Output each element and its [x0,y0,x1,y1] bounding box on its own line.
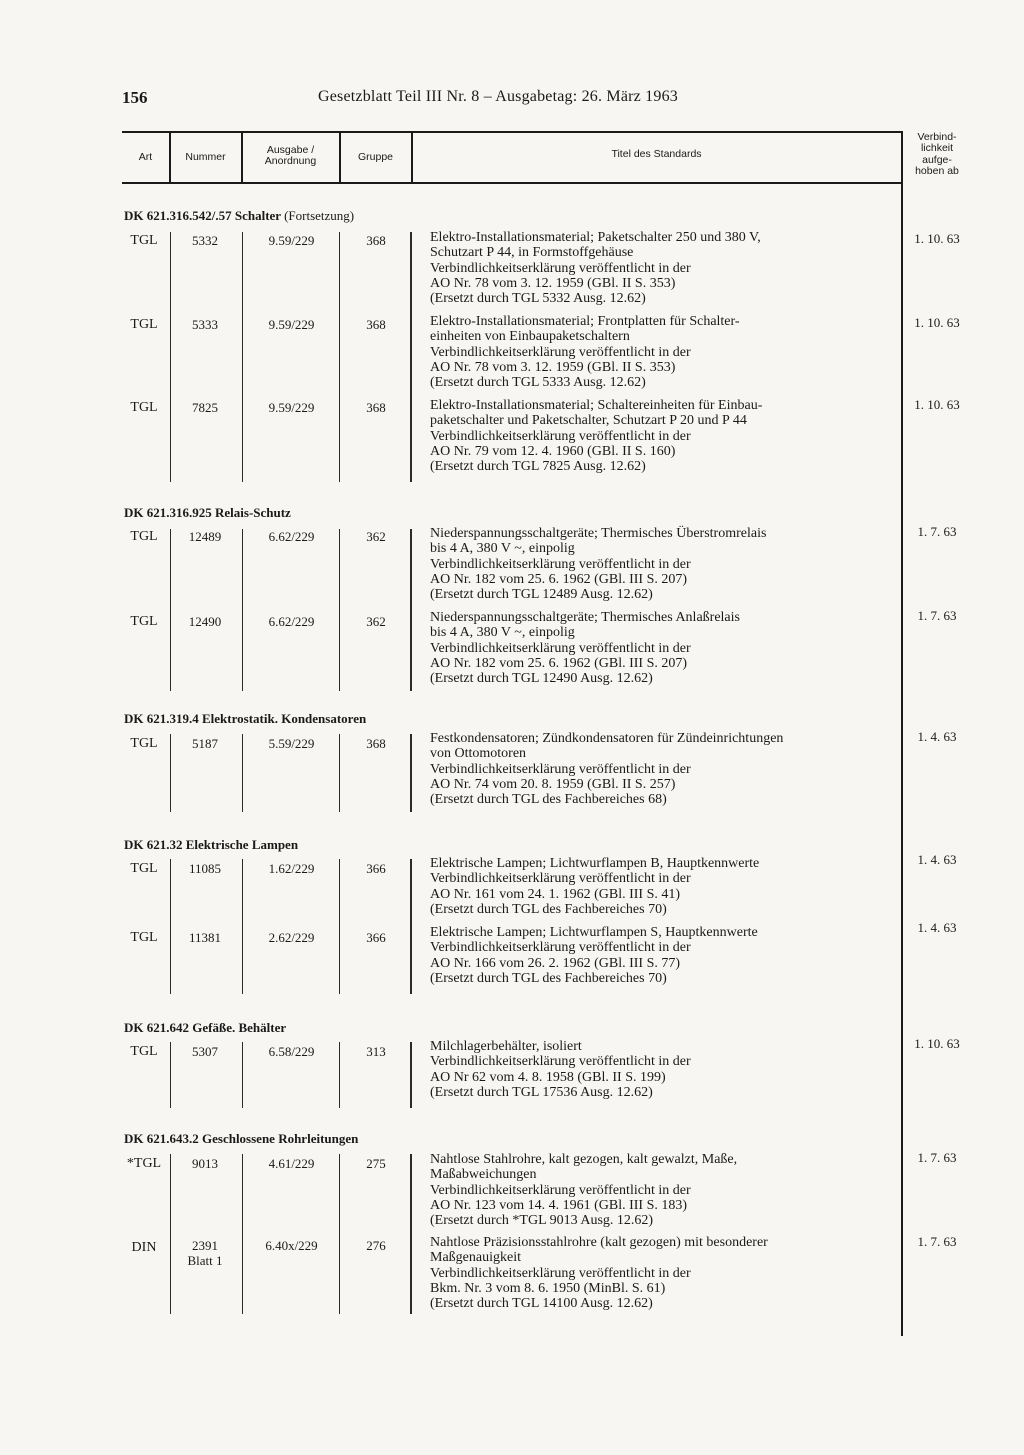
entry-titel-line: AO Nr. 78 vom 3. 12. 1959 (GBl. II S. 353) [430,359,676,375]
entry-titel-line: (Ersetzt durch TGL 14100 Ausg. 12.62) [430,1296,653,1312]
entry-nummer: 9013 [192,1156,218,1171]
entry-titel-line: (Ersetzt durch TGL 5333 Ausg. 12.62) [430,375,646,391]
column-header-ausgabe-line: Ausgabe / [266,144,315,156]
entry-ausgabe: 5.59/229 [268,736,315,751]
entry-ausgabe: 9.59/229 [268,400,315,415]
entry-nummer: 11381 [188,930,222,945]
column-divider [339,232,340,482]
section-heading-text: DK 621.642 Gefäße. Behälter [124,1020,287,1035]
entry-art: *TGL [126,1156,162,1171]
entry-gruppe: 368 [366,400,386,415]
entry-titel-line: (Ersetzt durch TGL 12490 Ausg. 12.62) [430,671,653,687]
entry-titel-line: Verbindlichkeitserklärung veröffentlicht in der [430,1054,691,1070]
header-rule-bottom [122,182,902,184]
column-divider [339,529,340,691]
column-divider [170,1154,171,1314]
entry-ausgabe: 6.62/229 [268,529,315,544]
section-heading-suffix: (Fortsetzung) [284,208,355,223]
entry-titel-line: Schutzart P 44, in Formstoffgehäuse [430,245,634,261]
column-divider [410,232,412,482]
entry-art: TGL [130,317,158,332]
entry-titel [430,398,900,474]
entry-art: TGL [130,614,158,629]
column-header-verbindlichkeit-line: Verbind- [917,131,957,143]
entry-titel-line: AO Nr. 74 vom 20. 8. 1959 (GBl. II S. 257) [430,776,676,792]
column-divider [339,1042,340,1108]
column-header-verbindlichkeit-line: lichkeit [920,142,954,155]
entry-titel [430,314,900,390]
entry-nummer: 11085 [188,861,222,876]
column-divider [410,529,412,691]
entry-titel-line: (Ersetzt durch TGL des Fachbereiches 70) [430,970,667,986]
entry-titel-line: Verbindlichkeitserklärung veröffentlicht in der [430,1265,691,1281]
entry-nummer: 5332 [192,233,218,248]
page-number: 156 [122,88,148,107]
entry-datum: 1. 7. 63 [917,1234,957,1249]
entry-titel [430,526,900,602]
entry-titel-line: AO Nr. 123 vom 14. 4. 1961 (GBl. III S. 183) [430,1197,688,1213]
entry-art: TGL [130,1044,158,1059]
entry-titel-line: Milchlagerbehälter, isoliert [430,1039,582,1054]
column-divider [170,232,171,482]
column-divider [242,232,243,482]
entry-titel-line: von Ottomotoren [430,746,527,762]
entry-titel-line: Nahtlose Präzisionsstahlrohre (kalt gezogen) mit besonderer [430,1235,768,1250]
entry-ausgabe: 2.62/229 [268,930,315,945]
column-header-titel: Titel des Standards [611,148,702,160]
column-header-verbindlichkeit [903,132,971,177]
entry-titel-line: Maßabweichungen [430,1167,537,1183]
entry-titel-line: Bkm. Nr. 3 vom 8. 6. 1950 (MinBl. S. 61) [430,1280,666,1296]
column-divider [339,859,340,994]
entry-titel-line: AO Nr. 166 vom 26. 2. 1962 (GBl. III S. 77) [430,955,681,971]
section-heading-text: DK 621.316.542/.57 Schalter [124,208,281,223]
section-heading-text: DK 621.319.4 Elektrostatik. Kondensatoren [124,711,367,726]
entry-titel [430,1152,900,1228]
entry-datum: 1. 10. 63 [914,1036,960,1051]
column-header-verbindlichkeit-line: hoben ab [915,164,959,177]
entry-titel [430,1235,900,1311]
entry-titel-line: Festkondensatoren; Zündkondensatoren für Zündeinrichtungen [430,731,784,746]
entry-titel-line: bis 4 A, 380 V ~, einpolig [430,541,575,557]
entry-datum: 1. 7. 63 [917,524,957,539]
entry-titel-line: Verbindlichkeitserklärung veröffentlicht in der [430,344,691,360]
entry-nummer: 5333 [192,317,218,332]
entry-datum: 1. 4. 63 [917,920,957,935]
entry-datum: 1. 7. 63 [917,608,957,623]
column-divider [410,1154,412,1314]
entry-art: TGL [130,529,158,544]
column-divider [242,529,243,691]
entry-gruppe: 366 [366,930,386,945]
entry-art: DIN [131,1240,157,1255]
entry-gruppe: 275 [366,1156,386,1171]
header-rule-top [122,131,902,133]
entry-gruppe: 368 [366,233,386,248]
entry-gruppe: 366 [366,861,386,876]
entry-titel-line: paketschalter und Paketschalter, Schutzart P 20 und P 44 [430,413,747,429]
entry-titel-line: Verbindlichkeitserklärung veröffentlicht in der [430,428,691,444]
section-heading [124,711,366,727]
column-divider [339,1154,340,1314]
entry-art: TGL [130,736,158,751]
entry-datum: 1. 7. 63 [917,1150,957,1165]
entry-nummer-line: 2391 [192,1238,218,1253]
running-title: Gesetzblatt Teil III Nr. 8 – Ausgabetag: 26. März 1963 [318,88,678,105]
column-divider [242,734,243,812]
section-heading [124,1131,358,1147]
entry-nummer-line: Blatt 1 [187,1253,223,1268]
entry-titel-line: Elektro-Installationsmaterial; Frontplatten für Schalter- [430,314,740,329]
entry-ausgabe: 1.62/229 [268,861,315,876]
entry-nummer [172,1238,238,1268]
column-divider [339,734,340,812]
entry-ausgabe: 9.59/229 [268,317,315,332]
entry-titel-line: bis 4 A, 380 V ~, einpolig [430,625,575,641]
section-heading [124,505,291,521]
column-header-ausgabe [242,145,339,167]
entry-titel-line: AO Nr. 161 vom 24. 1. 1962 (GBl. III S. 41) [430,886,681,902]
entry-art: TGL [130,861,158,876]
entry-titel-line: einheiten von Einbaupaketschaltern [430,329,630,345]
entry-titel-line: AO Nr. 182 vom 25. 6. 1962 (GBl. III S. 207) [430,655,688,671]
column-header-gruppe: Gruppe [357,151,394,163]
entry-titel-line: Nahtlose Stahlrohre, kalt gezogen, kalt gewalzt, Maße, [430,1152,738,1167]
entry-titel-line: (Ersetzt durch TGL 5332 Ausg. 12.62) [430,291,646,307]
entry-titel-line: AO Nr 62 vom 4. 8. 1958 (GBl. II S. 199) [430,1069,666,1085]
entry-ausgabe: 4.61/229 [268,1156,315,1171]
column-divider [170,529,171,691]
entry-titel-line: (Ersetzt durch TGL des Fachbereiches 68) [430,792,667,808]
entry-titel [430,856,900,917]
entry-titel-line: AO Nr. 79 vom 12. 4. 1960 (GBl. II S. 160) [430,443,676,459]
column-divider [410,1042,412,1108]
entry-titel-line: Verbindlichkeitserklärung veröffentlicht in der [430,871,691,887]
entry-titel-line: Elektro-Installationsmaterial; Schaltereinheiten für Einbau- [430,398,763,413]
entry-titel-line: (Ersetzt durch TGL 7825 Ausg. 12.62) [430,459,646,475]
entry-datum: 1. 10. 63 [914,231,960,246]
section-heading-text: DK 621.316.925 Relais-Schutz [124,505,291,520]
column-header-art: Art [138,151,153,163]
entry-gruppe: 313 [366,1044,386,1059]
entry-art: TGL [130,930,158,945]
entry-ausgabe: 6.40x/229 [265,1238,318,1253]
column-divider [170,859,171,994]
entry-titel [430,610,900,686]
entry-art: TGL [130,400,158,415]
entry-ausgabe: 9.59/229 [268,233,315,248]
column-divider [242,1042,243,1108]
column-divider [410,734,412,812]
entry-ausgabe: 6.62/229 [268,614,315,629]
column-divider [410,859,412,994]
entry-titel-line: Verbindlichkeitserklärung veröffentlicht in der [430,1182,691,1198]
entry-titel [430,1039,900,1100]
entry-datum: 1. 10. 63 [914,397,960,412]
entry-titel [430,731,900,807]
column-header-nummer: Nummer [185,151,226,163]
entry-nummer: 12489 [188,529,222,544]
column-header-ausgabe-line: Anordnung [264,155,317,167]
entry-datum: 1. 10. 63 [914,315,960,330]
entry-titel-line: AO Nr. 78 vom 3. 12. 1959 (GBl. II S. 353) [430,275,676,291]
entry-gruppe: 368 [366,317,386,332]
entry-nummer: 12490 [188,614,222,629]
entry-titel [430,230,900,306]
entry-gruppe: 362 [366,529,386,544]
entry-titel-line: (Ersetzt durch TGL des Fachbereiches 70) [430,901,667,917]
entry-gruppe: 276 [366,1238,386,1253]
entry-titel-line: (Ersetzt durch *TGL 9013 Ausg. 12.62) [430,1213,654,1229]
entry-titel-line: Verbindlichkeitserklärung veröffentlicht in der [430,640,691,656]
entry-nummer: 5187 [192,736,218,751]
entry-titel-line: AO Nr. 182 vom 25. 6. 1962 (GBl. III S. 207) [430,571,688,587]
section-heading [124,208,354,224]
column-divider [242,1154,243,1314]
entry-titel-line: Verbindlichkeitserklärung veröffentlicht in der [430,260,691,276]
entry-titel-line: Verbindlichkeitserklärung veröffentlicht in der [430,761,691,777]
column-divider [242,859,243,994]
section-heading [124,1020,286,1036]
entry-titel-line: Niederspannungsschaltgeräte; Thermisches Anlaßrelais [430,610,740,625]
section-heading-text: DK 621.643.2 Geschlossene Rohrleitungen [124,1131,359,1146]
entry-nummer: 7825 [192,400,218,415]
entry-gruppe: 368 [366,736,386,751]
entry-titel-line: Elektrische Lampen; Lichtwurflampen B, Hauptkennwerte [430,856,760,871]
entry-art: TGL [130,233,158,248]
entry-titel-line: Elektrische Lampen; Lichtwurflampen S, Hauptkennwerte [430,925,758,940]
entry-titel-line: (Ersetzt durch TGL 17536 Ausg. 12.62) [430,1084,653,1100]
entry-nummer: 5307 [192,1044,218,1059]
column-header-verbindlichkeit-line: aufge- [922,153,952,166]
entry-titel-line: Niederspannungsschaltgeräte; Thermisches Überstromrelais [430,526,767,541]
entry-gruppe: 362 [366,614,386,629]
entry-titel-line: Verbindlichkeitserklärung veröffentlicht in der [430,940,691,956]
entry-titel-line: Elektro-Installationsmaterial; Paketschalter 250 und 380 V, [430,230,761,245]
section-heading-text: DK 621.32 Elektrische Lampen [124,837,299,852]
entry-titel-line: Verbindlichkeitserklärung veröffentlicht in der [430,556,691,572]
entry-datum: 1. 4. 63 [917,729,957,744]
entry-datum: 1. 4. 63 [917,852,957,867]
entry-ausgabe: 6.58/229 [268,1044,315,1059]
entry-titel [430,925,900,986]
section-heading [124,837,298,853]
entry-titel-line: Maßgenauigkeit [430,1250,521,1266]
date-column-rule [901,131,903,1336]
entry-titel-line: (Ersetzt durch TGL 12489 Ausg. 12.62) [430,587,653,603]
